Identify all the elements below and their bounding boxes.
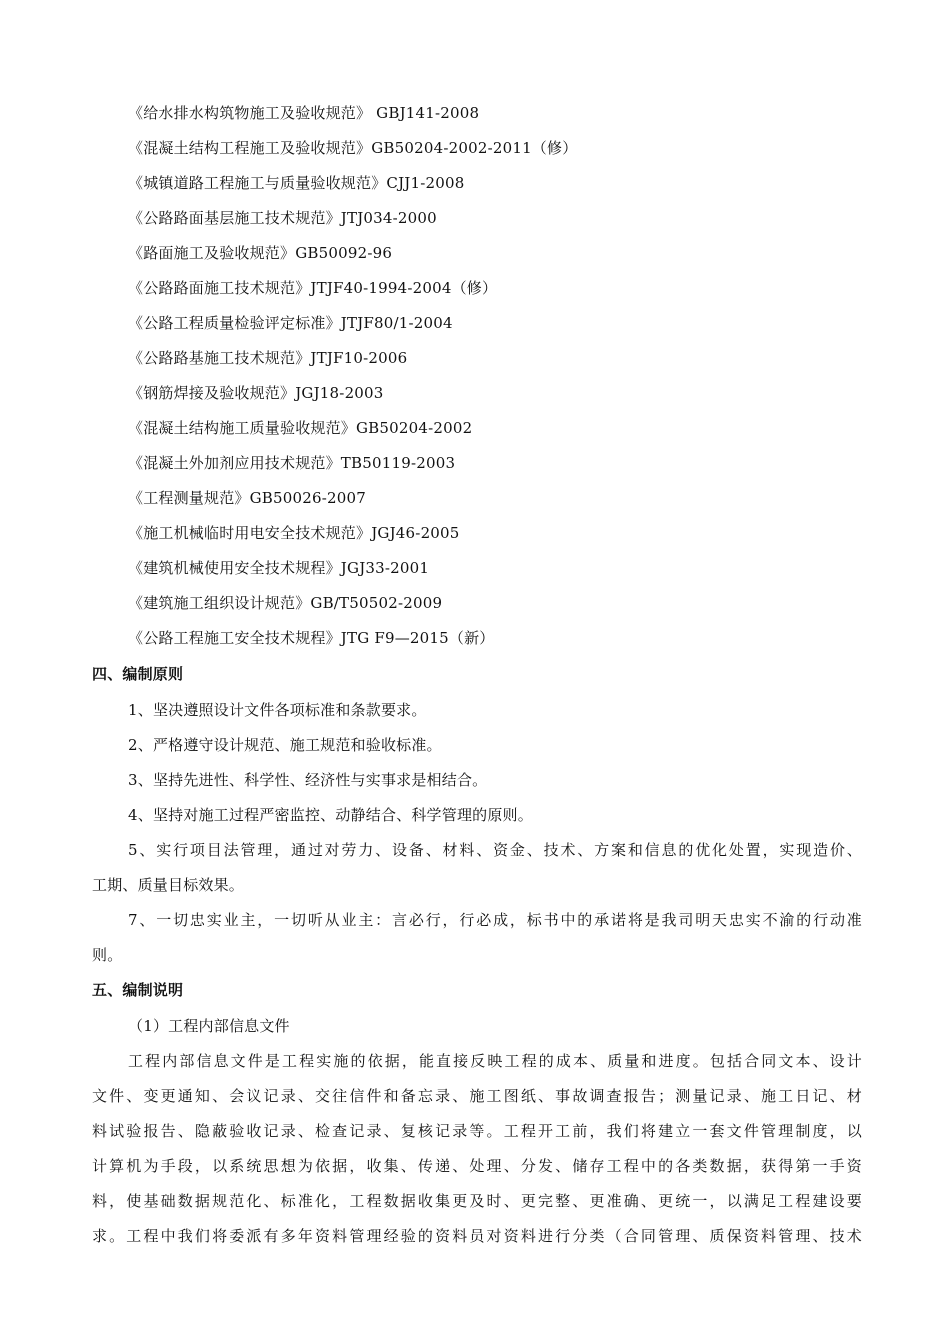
standard-item: 《公路工程质量检验评定标准》JTJF80/1-2004 <box>128 314 453 332</box>
principle-item-5-line1: 5、实行项目法管理，通过对劳力、设备、材料、资金、技术、方案和信息的优化处置，实现造价、 <box>128 841 862 859</box>
section-heading-principles: 四、编制原则 <box>92 665 184 683</box>
paragraph-line: 求。工程中我们将委派有多年资料管理经验的资料员对资料进行分类（合同管理、质保资料管理、技术 <box>92 1227 862 1245</box>
principle-item: 1、坚决遵照设计文件各项标准和条款要求。 <box>128 701 427 719</box>
standard-item: 《混凝土结构工程施工及验收规范》GB50204-2002-2011（修） <box>128 139 578 157</box>
standard-item: 《建筑机械使用安全技术规程》JGJ33-2001 <box>128 559 430 577</box>
paragraph-line: 料，使基础数据规范化、标准化，工程数据收集更及时、更完整、更准确、更统一，以满足工程建设要 <box>92 1192 862 1210</box>
principle-item-7-line2: 则。 <box>92 946 123 964</box>
paragraph-line: 工程内部信息文件是工程实施的依据，能直接反映工程的成本、质量和进度。包括合同文本、设计 <box>128 1052 862 1070</box>
principle-item: 3、坚持先进性、科学性、经济性与实事求是相结合。 <box>128 771 488 789</box>
standard-item: 《公路路面基层施工技术规范》JTJ034-2000 <box>128 209 437 227</box>
standard-item: 《混凝土外加剂应用技术规范》TB50119-2003 <box>128 454 456 472</box>
paragraph-line: 计算机为手段，以系统思想为依据，收集、传递、处理、分发、储存工程中的各类数据，获得第一手资 <box>92 1157 862 1175</box>
principle-item-5-line2: 工期、质量目标效果。 <box>92 876 245 894</box>
principle-item: 4、坚持对施工过程严密监控、动静结合、科学管理的原则。 <box>128 806 533 824</box>
standard-item: 《施工机械临时用电安全技术规范》JGJ46-2005 <box>128 524 460 542</box>
standard-item: 《工程测量规范》GB50026-2007 <box>128 489 366 507</box>
standard-item: 《城镇道路工程施工与质量验收规范》CJJ1-2008 <box>128 174 465 192</box>
principle-item: 2、严格遵守设计规范、施工规范和验收标准。 <box>128 736 442 754</box>
principle-item-7-line1: 7、一切忠实业主，一切听从业主：言必行，行必成，标书中的承诺将是我司明天忠实不渝的行动准 <box>128 911 862 929</box>
standard-item: 《给水排水构筑物施工及验收规范》 GBJ141-2008 <box>128 104 480 122</box>
standard-item: 《公路工程施工安全技术规程》JTG F9—2015（新） <box>128 629 495 647</box>
standard-item: 《钢筋焊接及验收规范》JGJ18-2003 <box>128 384 384 402</box>
subsection-heading: （1）工程内部信息文件 <box>128 1017 290 1035</box>
standard-item: 《混凝土结构施工质量验收规范》GB50204-2002 <box>128 419 473 437</box>
standard-item: 《建筑施工组织设计规范》GB/T50502-2009 <box>128 594 443 612</box>
section-heading-notes: 五、编制说明 <box>92 981 184 999</box>
paragraph-line: 料试验报告、隐蔽验收记录、检查记录、复核记录等。工程开工前，我们将建立一套文件管理制度，以 <box>92 1122 862 1140</box>
standard-item: 《路面施工及验收规范》GB50092-96 <box>128 244 393 262</box>
standard-item: 《公路路基施工技术规范》JTJF10-2006 <box>128 349 408 367</box>
paragraph-line: 文件、变更通知、会议记录、交往信件和备忘录、施工图纸、事故调查报告；测量记录、施工日记、材 <box>92 1087 862 1105</box>
standard-item: 《公路路面施工技术规范》JTJF40-1994-2004（修） <box>128 279 498 297</box>
